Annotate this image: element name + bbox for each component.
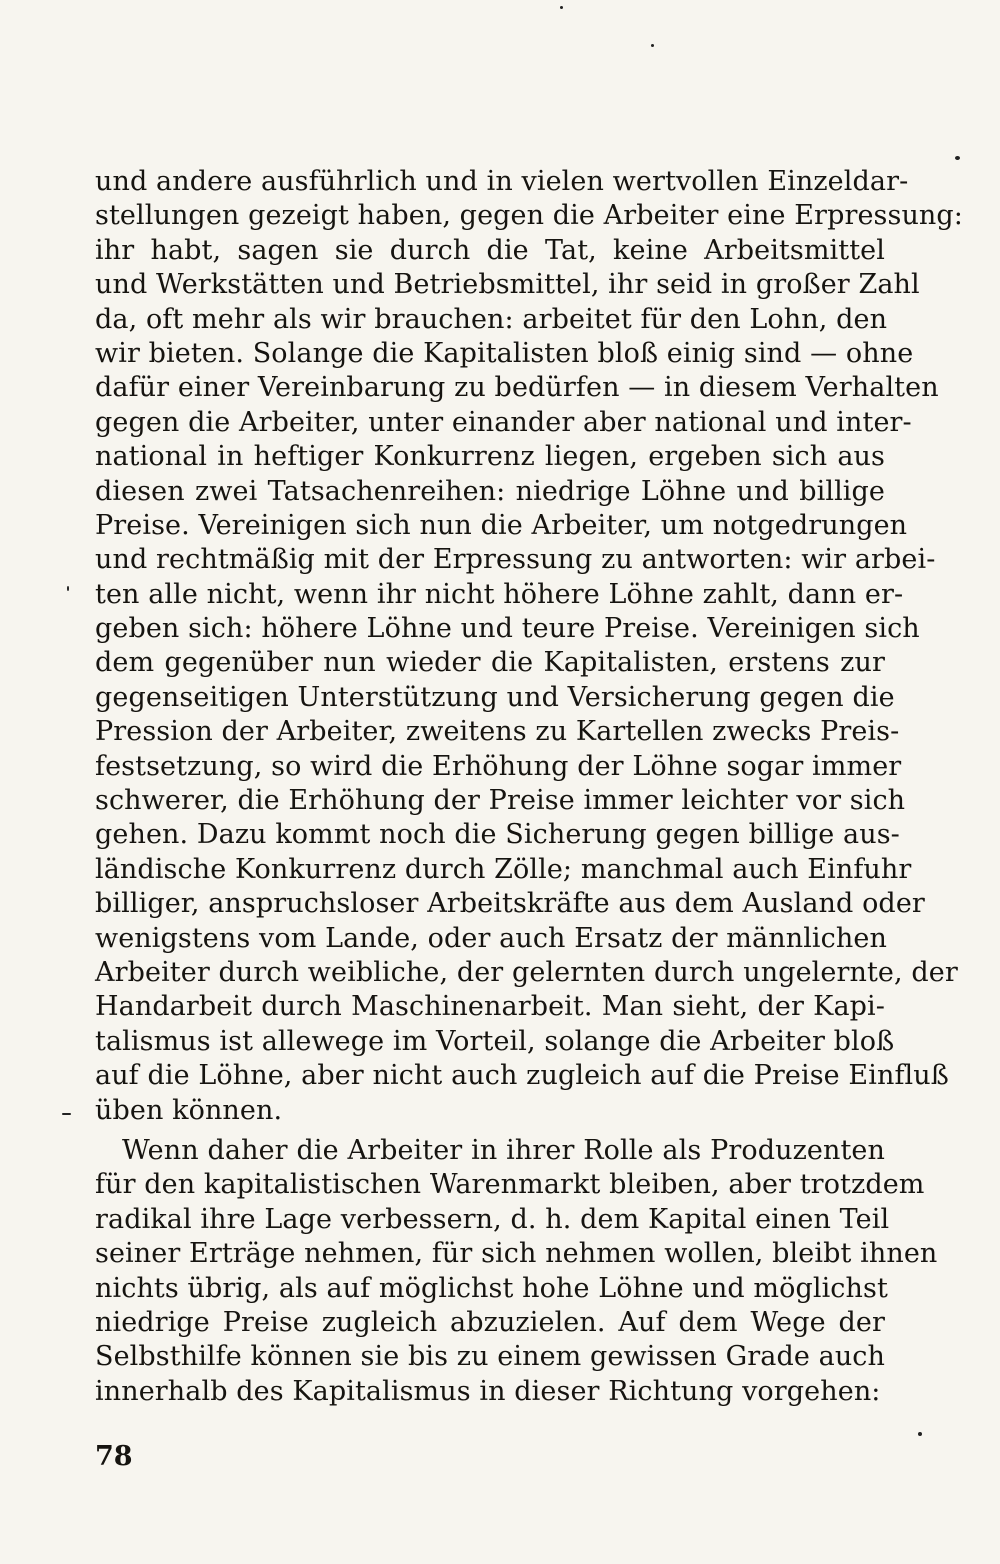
text-line: billiger, anspruchsloser Arbeitskräfte aus dem Ausland oder <box>95 888 925 920</box>
text-line: Selbsthilfe können sie bis zu einem gewissen Grade auch <box>95 1341 886 1373</box>
text-line: radikal ihre Lage verbessern, d. h. dem Kapital einen Teil <box>95 1203 890 1235</box>
print-speck <box>955 156 960 160</box>
text-line: innerhalb des Kapitalismus in dieser Richtung vorgehen: <box>95 1375 881 1407</box>
print-speck <box>67 586 69 591</box>
print-speck <box>918 1432 922 1436</box>
text-line: und andere ausführlich und in vielen wertvollen Einzeldar- <box>95 166 909 197</box>
print-speck <box>560 6 563 9</box>
text-line: diesen zwei Tatsachenreihen: niedrige Löhne und billige <box>95 475 885 507</box>
text-line: da, oft mehr als wir brauchen: arbeitet für den Lohn, den <box>95 303 888 335</box>
text-line: seiner Erträge nehmen, für sich nehmen wollen, bleibt ihnen <box>95 1238 938 1270</box>
text-line: nichts übrig, als auf möglichst hohe Löhne und möglichst <box>95 1272 888 1304</box>
page-number: 78 <box>95 1441 133 1472</box>
text-line: national in heftiger Konkurrenz liegen, ergeben sich aus <box>95 441 885 473</box>
text-line: gehen. Dazu kommt noch die Sicherung gegen billige aus- <box>95 819 900 851</box>
text-line: gegen die Arbeiter, unter einander aber national und inter- <box>95 406 912 438</box>
text-line: gegenseitigen Unterstützung und Versicherung gegen die <box>95 681 895 713</box>
text-line: geben sich: höhere Löhne und teure Preise. Vereinigen sich <box>95 613 920 645</box>
text-line: ländische Konkurrenz durch Zölle; manchmal auch Einfuhr <box>95 853 912 885</box>
text-line: festsetzung, so wird die Erhöhung der Löhne sogar immer <box>95 750 902 782</box>
text-line: dafür einer Vereinbarung zu bedürfen — in diesem Verhalten <box>95 372 939 404</box>
text-line: Preise. Vereinigen sich nun die Arbeiter, um notgedrungen <box>95 509 908 541</box>
text-line: auf die Löhne, aber nicht auch zugleich auf die Preise Einfluß <box>95 1060 949 1092</box>
text-line: talismus ist allewege im Vorteil, solange die Arbeiter bloß <box>95 1025 895 1057</box>
text-line: Handarbeit durch Maschinenarbeit. Man sieht, der Kapi- <box>95 991 885 1023</box>
body-text <box>95 165 964 1409</box>
text-line: Arbeiter durch weibliche, der gelernten durch ungelernte, der <box>95 956 958 988</box>
text-line: und Werkstätten und Betriebsmittel, ihr seid in großer Zahl <box>95 269 920 301</box>
print-speck <box>651 44 654 47</box>
text-line: wenigstens vom Lande, oder auch Ersatz der männlichen <box>95 922 887 954</box>
text-line: und rechtmäßig mit der Erpressung zu antworten: wir arbei- <box>95 544 936 576</box>
text-line: schwerer, die Erhöhung der Preise immer leichter vor sich <box>95 785 906 817</box>
text-line: ten alle nicht, wenn ihr nicht höhere Löhne zahlt, dann er- <box>95 578 904 610</box>
text-line: stellungen gezeigt haben, gegen die Arbeiter eine Erpressung: <box>95 200 964 232</box>
text-line: niedrige Preise zugleich abzuzielen. Auf dem Wege der <box>95 1306 885 1338</box>
text-line: wir bieten. Solange die Kapitalisten bloß einig sind — ohne <box>95 337 914 369</box>
text-line: ihr habt, sagen sie durch die Tat, keine Arbeitsmittel <box>95 234 885 266</box>
text-line: üben können. <box>95 1094 283 1126</box>
text-line: dem gegenüber nun wieder die Kapitalisten, erstens zur <box>95 647 885 679</box>
text-line: Pression der Arbeiter, zweitens zu Kartellen zwecks Preis- <box>95 716 900 748</box>
print-speck <box>62 1113 71 1115</box>
text-line: für den kapitalistischen Warenmarkt bleiben, aber trotzdem <box>95 1169 925 1201</box>
text-line: Wenn daher die Arbeiter in ihrer Rolle als Produzenten <box>122 1134 885 1166</box>
